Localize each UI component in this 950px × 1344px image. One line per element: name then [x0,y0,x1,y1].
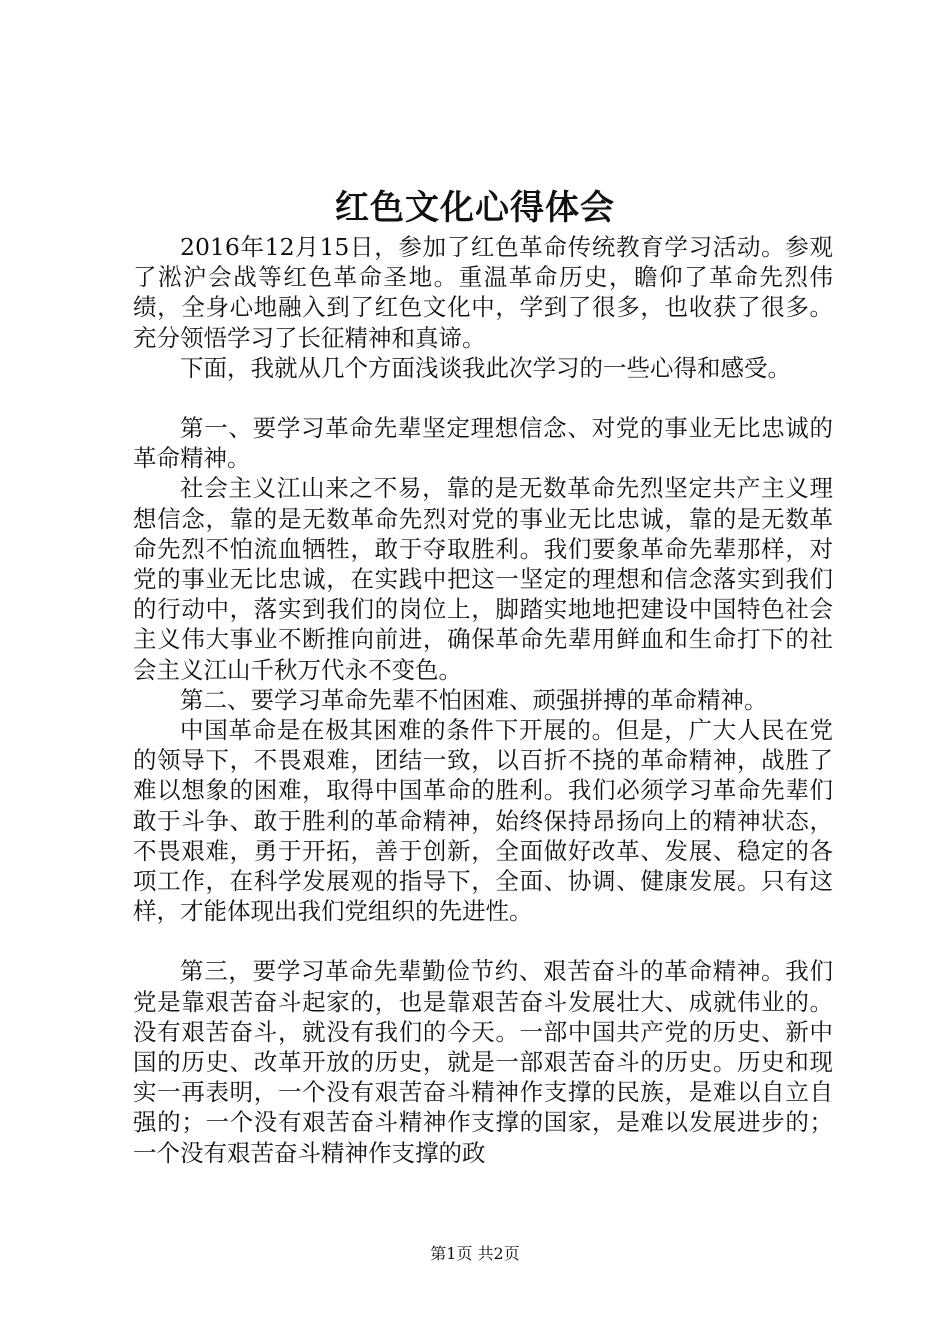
paragraph-point-three: 第三，要学习革命先辈勤俭节约、艰苦奋斗的革命精神。我们党是靠艰苦奋斗起家的，也是靠艰苦奋斗发展壮大、成就伟业的。没有艰苦奋斗，就没有我们的今天。一部中国共产党的历史、新中国的历史、改革开放的历史，就是一部艰苦奋斗的历史。历史和现实一再表明，一个没有艰苦奋斗精神作支撑的民族，是难以自立自强的；一个没有艰苦奋斗精神作支撑的国家，是难以发展进步的；一个没有艰苦奋斗精神作支撑的政 [133,957,833,1167]
paragraph-transition: 下面，我就从几个方面浅谈我此次学习的一些心得和感受。 [180,353,791,382]
heading-point-one: 第一、要学习革命先辈坚定理想信念、对党的事业无比忠诚的革命精神。 [133,414,833,473]
document-body [133,232,833,1168]
heading-point-two: 第二、要学习革命先辈不怕困难、顽强拼搏的革命精神。 [180,685,768,714]
paragraph-intro: 2016年12月15日，参加了红色革命传统教育学习活动。参观了淞沪会战等红色革命圣地。重温革命历史，瞻仰了革命先烈伟绩，全身心地融入到了红色文化中，学到了很多，也收获了很多。充分领悟学习了长征精神和真谛。 [133,233,833,352]
document-title: 红色文化心得体会 [335,188,615,228]
page-number-footer: 第1页 共2页 [430,1244,520,1263]
paragraph-point-one: 社会主义江山来之不易，靠的是无数革命先烈坚定共产主义理想信念，靠的是无数革命先烈对党的事业无比忠诚，靠的是无数革命先烈不怕流血牺牲，敢于夺取胜利。我们要象革命先辈那样，对党的事业无比忠诚，在实践中把这一坚定的理想和信念落实到我们的行动中，落实到我们的岗位上，脚踏实地地把建设中国特色社会主义伟大事业不断推向前进，确保革命先辈用鲜血和生命打下的社会主义江山千秋万代永不变色。 [133,474,833,684]
paragraph-point-two: 中国革命是在极其困难的条件下开展的。但是，广大人民在党的领导下，不畏艰难，团结一致，以百折不挠的革命精神，战胜了难以想象的困难，取得中国革命的胜利。我们必须学习革命先辈们敢于斗争、敢于胜利的革命精神，始终保持昂扬向上的精神状态，不畏艰难，勇于开拓，善于创新，全面做好改革、发展、稳定的各项工作，在科学发展观的指导下，全面、协调、健康发展。只有这样，才能体现出我们党组织的先进性。 [133,716,833,926]
